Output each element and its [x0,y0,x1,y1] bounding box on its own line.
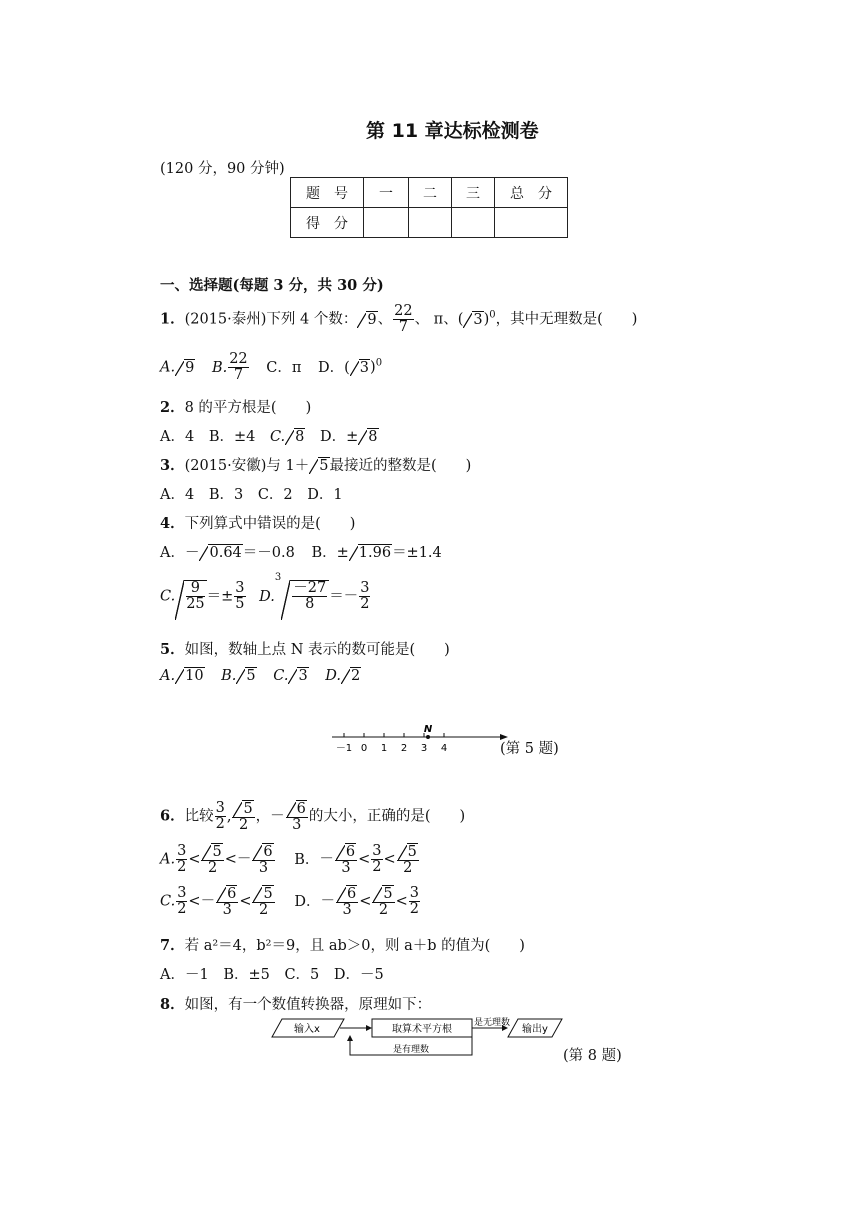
point-n [426,735,430,739]
question-6-options-ab: A. $\frac{3}{2}$ < $\frac{5}{2}$ <－ $\frac{6}{3}$ B．－ $\frac{6}{3}$ < $\frac{3}{2}$ < $\frac{5}{2}$ [160,843,417,876]
tick-label: 1 [380,743,388,754]
question-6: 6．比较 $\frac{3}{2}$ , $\frac{5}{2}$ ，－ $\frac{6}{3}$ 的大小，正确的是( ) [160,800,466,833]
question-4: 4．下列算式中错误的是( ) [160,515,356,532]
page-title: 第 11 章达标检测卷 [366,120,539,142]
converter-flowchart [270,1015,570,1060]
tick-label: －1 [335,743,353,754]
question-3: 3．(2015·安徽)与 1＋ 5最接近的整数是( ) [160,457,472,474]
score-input-cell[interactable] [409,208,452,238]
question-2: 2．8 的平方根是( ) [160,399,312,416]
table-cell: 一 [364,178,409,208]
irrational-label: 是无理数 [474,1018,511,1028]
process-label: 取算术平方根 [392,1024,452,1035]
question-7: 7．若 a²＝4，b²＝9，且 ab＞0，则 a＋b 的值为( ) [160,937,525,954]
table-cell: 总 分 [495,178,568,208]
question-3-options: A．4 B．3 C．2 D．1 [160,487,343,503]
score-input-cell[interactable] [364,208,409,238]
tick-label: 2 [400,743,408,754]
figure-caption: (第 5 题) [500,741,559,757]
tick-label: 0 [360,743,368,754]
tick-label: 3 [420,743,428,754]
input-label: 输入x [294,1024,320,1035]
question-4-options-cd: C. $\frac{9}{25}$ ＝± $\frac{3}{5}$ D.$^3$ $\frac{-27}{8}$ ＝－ $\frac{3}{2}$ [160,572,370,612]
question-1: 1．(2015·泰州)下列 4 个数： 9、 $\frac{22}{7}$ 、 π、( 3)$^0$，其中无理数是( ) [160,303,638,335]
score-table-header-row [291,178,568,208]
question-2-options: A．4 B．±4 C. 8 D．± 8 [160,429,378,445]
number-line-figure [330,722,510,758]
score-input-cell[interactable] [452,208,495,238]
question-6-options-cd: C. $\frac{3}{2}$ <－ $\frac{6}{3}$ < $\frac{5}{2}$ D．－ $\frac{6}{3}$ < $\frac{5}{2}$ < $\frac{3}{2}$ [160,885,419,918]
question-8: 8．如图，有一个数值转换器，原理如下： [160,996,432,1013]
point-n-label: N [423,724,433,735]
section-title: 一、选择题(每题 3 分，共 30 分) [160,277,384,294]
rational-label: 是有理数 [392,1045,430,1055]
score-input-cell[interactable] [495,208,568,238]
question-1-options: A. 9 B. $\frac{22}{7}$ C．π D．( 3)$^0$ [160,351,383,383]
figure-caption: (第 8 题) [563,1048,622,1064]
arrowhead [347,1035,353,1041]
table-cell: 三 [452,178,495,208]
score-table-score-row [291,208,568,238]
arrowhead [366,1025,372,1031]
output-label: 输出y [522,1024,548,1035]
question-5-options: A. 10 B. 5 C. 3 D. 2 [160,668,361,684]
exam-info: (120 分，90 分钟) [160,161,285,177]
table-cell: 二 [409,178,452,208]
table-cell: 得 分 [291,208,364,238]
score-table [290,177,568,238]
question-7-options: A．－1 B．±5 C．5 D．－5 [160,967,384,983]
question-4-options-ab: A．－ 0.64＝－0.8 B．± 1.96＝±1.4 [160,545,442,561]
tick-label: 4 [440,743,448,754]
question-5: 5．如图，数轴上点 N 表示的数可能是( ) [160,641,450,658]
table-cell: 题 号 [291,178,364,208]
